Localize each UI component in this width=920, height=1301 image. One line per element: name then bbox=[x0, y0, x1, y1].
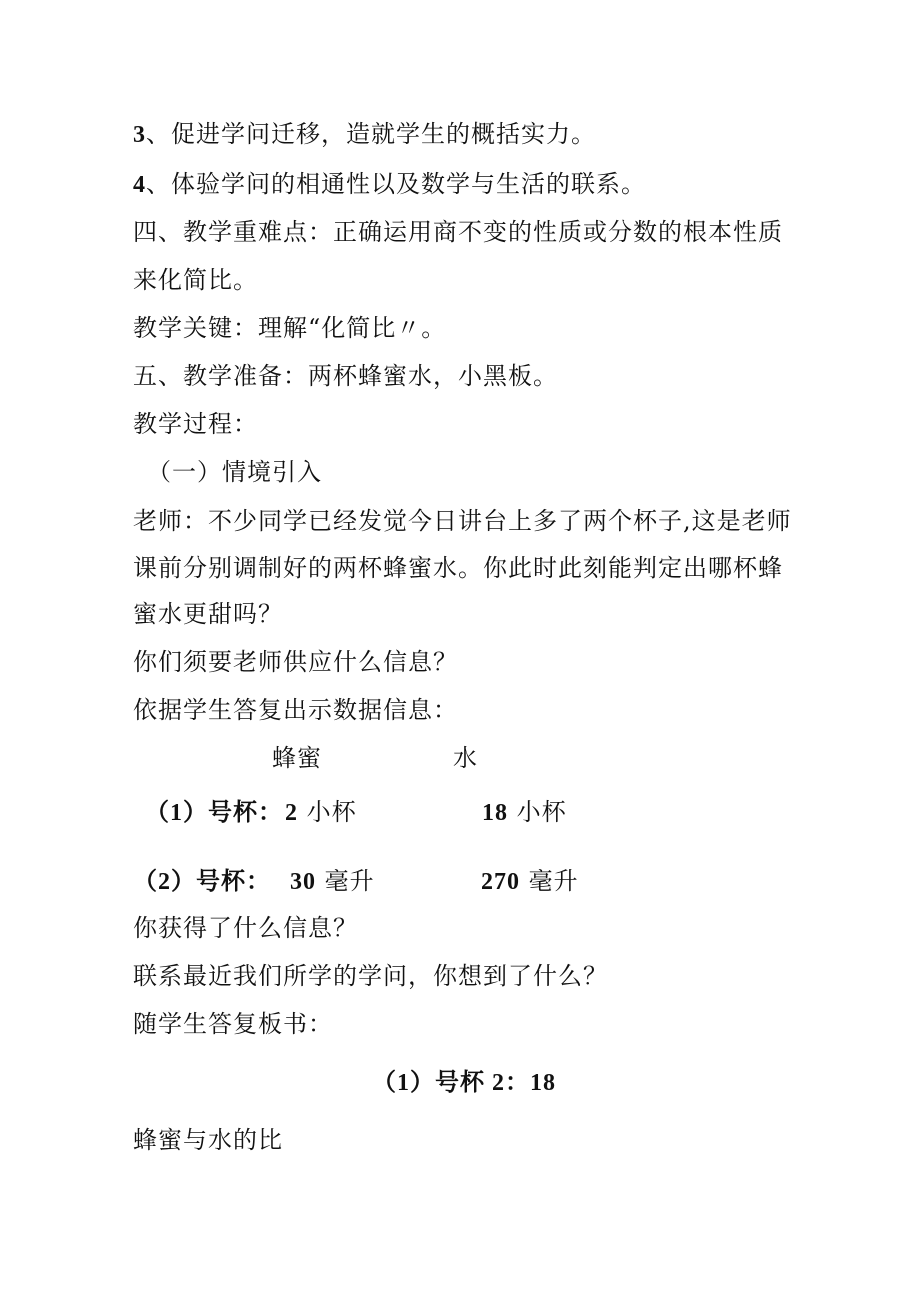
objective-3-text: 、促进学问迁移，造就学生的概括实力。 bbox=[146, 120, 596, 148]
key-point: 教学关键：理解“化简比〃。 bbox=[133, 314, 447, 342]
row-1-label-text: （1）号杯： bbox=[145, 800, 283, 826]
table-row-1-label bbox=[145, 796, 283, 829]
row-1-honey-number: 2 bbox=[285, 800, 298, 826]
table-row-2-label bbox=[133, 865, 271, 898]
board-ratio-label: （1）号杯 bbox=[372, 1070, 492, 1096]
table-row-1-water bbox=[482, 796, 567, 829]
table-header-honey: 蜂蜜 bbox=[272, 744, 322, 772]
row-1-water-unit: 小杯 bbox=[508, 798, 567, 826]
question-info: 你们须要老师供应什么信息？ bbox=[133, 648, 458, 676]
question-got: 你获得了什么信息？ bbox=[133, 914, 358, 942]
table-row-1-honey bbox=[285, 796, 357, 829]
table-row-2-water bbox=[481, 865, 579, 898]
row-2-honey-unit: 毫升 bbox=[316, 867, 375, 895]
row-2-water-number: 270 bbox=[481, 869, 520, 895]
row-1-water-number: 18 bbox=[482, 800, 508, 826]
row-2-label-text: （2）号杯： bbox=[133, 869, 271, 895]
section-1-title: （一）情境引入 bbox=[147, 458, 322, 486]
row-2-honey-number: 30 bbox=[290, 869, 316, 895]
preparation: 五、教学准备：两杯蜂蜜水，小黑板。 bbox=[133, 362, 558, 390]
table-row-2-honey bbox=[290, 865, 375, 898]
objective-3 bbox=[133, 118, 596, 151]
row-2-water-unit: 毫升 bbox=[520, 867, 579, 895]
board-intro: 随学生答复板书： bbox=[133, 1010, 333, 1038]
board-ratio bbox=[372, 1066, 556, 1099]
teacher-line-1: 老师：不少同学已经发觉今日讲台上多了两个杯子,这是老师 bbox=[133, 507, 792, 535]
show-data: 依据学生答复出示数据信息： bbox=[133, 696, 458, 724]
teacher-line-3: 蜜水更甜吗？ bbox=[133, 600, 283, 628]
table-header-water: 水 bbox=[453, 744, 478, 772]
objective-4-number: 4 bbox=[133, 172, 146, 198]
objective-3-number: 3 bbox=[133, 122, 146, 148]
difficulty-line-1: 四、教学重难点：正确运用商不变的性质或分数的根本性质 bbox=[133, 218, 783, 246]
board-ratio-value: 2：18 bbox=[492, 1070, 556, 1096]
objective-4 bbox=[133, 168, 646, 201]
question-think: 联系最近我们所学的学问，你想到了什么？ bbox=[133, 962, 608, 990]
difficulty-line-2: 来化简比。 bbox=[133, 266, 258, 294]
ratio-caption: 蜂蜜与水的比 bbox=[133, 1126, 283, 1154]
process-title: 教学过程： bbox=[133, 410, 258, 438]
objective-4-text: 、体验学问的相通性以及数学与生活的联系。 bbox=[146, 170, 646, 198]
teacher-line-2: 课前分别调制好的两杯蜂蜜水。你此时此刻能判定出哪杯蜂 bbox=[133, 554, 783, 582]
row-1-honey-unit: 小杯 bbox=[298, 798, 357, 826]
